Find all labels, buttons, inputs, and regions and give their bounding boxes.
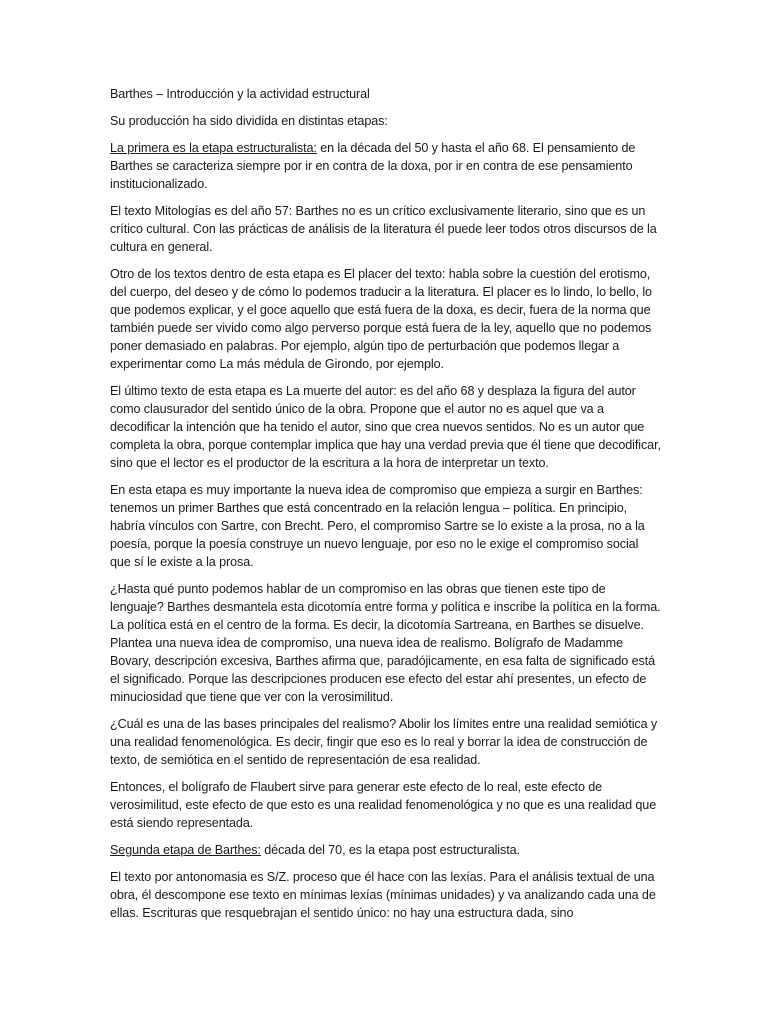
- paragraph-dicotomia: ¿Hasta qué punto podemos hablar de un compromiso en las obras que tienen este tipo de lenguaje? Barthes desmantela esta dicotomía entre forma y política e inscribe la política en la forma. La política está en el centro de la forma. Es decir, la dicotomía Sartreana, en Barthes se disuelve. Plantea una nueva idea de compromiso, una nueva idea de realismo. Bolígrafo de Madamme Bovary, descripción excesiva, Barthes afirma que, paradójicamente, en esa falta de significado está el significado. Porque las descripciones producen ese efecto del estar ahí presentes, un efecto de minuciosidad que tiene que ver con la verosimilitud.: [110, 582, 661, 704]
- first-stage-text: en la década del 50 y hasta el año 68. El pensamiento de Barthes se caracteriza siempre por ir en contra de la doxa, por ir en contra de ese pensamiento institucionalizado.: [110, 141, 636, 191]
- paragraph-first-stage: [110, 139, 662, 193]
- paragraph-mitologias: El texto Mitologías es del año 57: Barthes no es un crítico exclusivamente literario, sino que es un crítico cultural. Con las prácticas de análisis de la literatura él puede leer todos otros discursos de la cultura en general.: [110, 204, 657, 254]
- paragraph-realismo: ¿Cuál es una de las bases principales del realismo? Abolir los límites entre una realidad semiótica y una realidad fenomenológica. Es decir, fingir que eso es lo real y borrar la idea de construcción de texto, de semiótica en el sentido de representación de esa realidad.: [110, 717, 658, 767]
- second-stage-heading: Segunda etapa de Barthes:: [110, 843, 261, 857]
- first-stage-heading: La primera es la etapa estructuralista:: [110, 141, 317, 155]
- intro-paragraph: Su producción ha sido dividida en distintas etapas:: [110, 114, 388, 128]
- paragraph-second-stage: [110, 841, 662, 859]
- paragraph-sz: El texto por antonomasia es S/Z. proceso que él hace con las lexías. Para el análisis textual de una obra, él descompone ese texto en mínimas lexías (mínimas unidades) y va analizando cada una de ellas. Escrituras que resquebrajan el sentido único: no hay una estructura dada, sino: [110, 870, 656, 920]
- paragraph-placer-del-texto: Otro de los textos dentro de esta etapa es El placer del texto: habla sobre la cuestión del erotismo, del cuerpo, del deseo y de cómo lo podemos traducir a la literatura. El placer es lo lindo, lo bello, lo que podemos explicar, y el goce aquello que está fuera de la doxa, es decir, fuera de la norma que también puede ser vivido como algo perverso porque está fuera de la ley, aquello que no podemos poner demasiado en palabras. Por ejemplo, algún tipo de perturbación que podemos llegar a experimentar como La más médula de Girondo, por ejemplo.: [110, 267, 652, 371]
- document-body: [110, 85, 662, 931]
- paragraph-compromiso: En esta etapa es muy importante la nueva idea de compromiso que empieza a surgir en Barthes: tenemos un primer Barthes que está concentrado en la relación lengua – política. En principio, habría vínculos con Sartre, con Brecht. Pero, el compromiso Sartre se lo existe a la prosa, no a la poesía, porque la poesía construye un nuevo lenguaje, por eso no le exige el compromiso social que sí le existe a la prosa.: [110, 483, 645, 569]
- second-stage-text: década del 70, es la etapa post estructuralista.: [260, 843, 520, 857]
- paragraph-muerte-del-autor: El último texto de esta etapa es La muerte del autor: es del año 68 y desplaza la figura del autor como clausurador del sentido único de la obra. Propone que el autor no es aquel que va a decodificar la intención que ha tenido el autor, sino que crea nuevos sentidos. No es un autor que completa la obra, porque contemplar implica que hay una verdad previa que él tiene que decodificar, sino que el lector es el productor de la escritura a la hora de interpretar un texto.: [110, 384, 661, 470]
- paragraph-boligrafo: Entonces, el bolígrafo de Flaubert sirve para generar este efecto de lo real, este efecto de verosimilitud, este efecto de que esto es una realidad fenomenológica y no que es una realidad que está siendo representada.: [110, 780, 657, 830]
- document-title: Barthes – Introducción y la actividad estructural: [110, 87, 370, 101]
